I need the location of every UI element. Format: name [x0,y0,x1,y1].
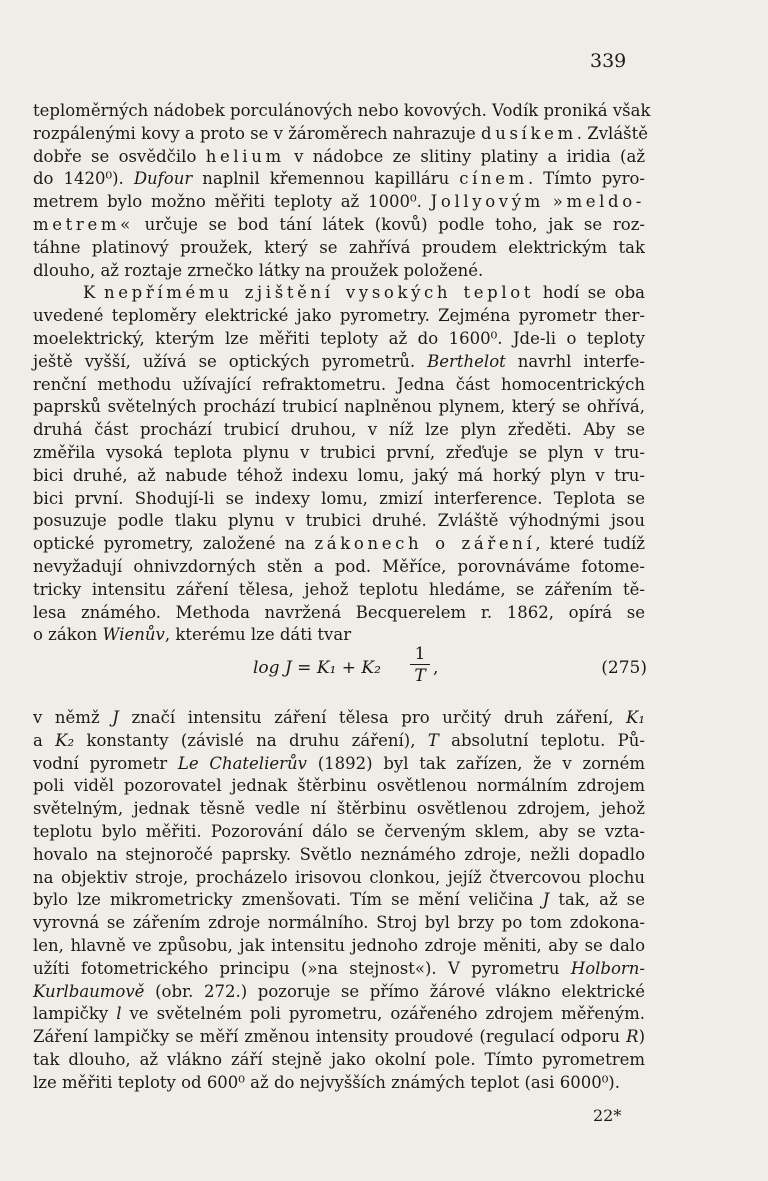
equation-number: (275) [601,658,647,678]
equation-comma: , [433,658,439,678]
text-line: paprsků světelných prochází trubicí naplněnou plynem, který se ohřívá, [33,397,645,417]
equation-fraction [410,644,430,687]
text-line: bici první. Shodují-li se indexy lomu, zmizí interference. Teplota se [33,488,645,508]
emphasis-dusik: dusíkem [481,123,577,143]
text-line: rozpálenými kovy a proto se v žároměrech nahrazuje dusíkem. Zvláště [33,123,649,143]
text-line: změřila vysoká teplota plynu v trubici první, zřeďuje se plyn v tru- [33,442,645,462]
text-line: táhne platinový proužek, který se zahřívá proudem elektrickým tak [33,237,645,257]
equation-lhs: log J = K₁ + K₂ [253,658,381,678]
text-line: moelektrický, kterým lze měřiti teploty až do 1600⁰. Jde-li o teploty [33,328,645,348]
text-line: poli viděl pozorovatel jednak štěrbinu osvětlenou normálním zdrojem [33,776,645,796]
text-line: K nepřímému zjištění vysokých teplot hodí se oba [83,283,645,303]
name-wien: Wienův [102,625,165,645]
text-line: teplotu bylo měřiti. Pozorování dálo se červeným sklem, aby se vzta- [33,821,645,841]
text-line: bici druhé, až nabude téhož indexu lomu, jaký má horký plyn v tru- [33,465,645,485]
name-kurlbaum: Kurlbaumově [33,981,145,1001]
text-line: posuzuje podle tlaku plynu v trubici druhé. Zvláště výhodnými jsou [33,511,645,531]
text-line: hovalo na stejnoročé paprsky. Světlo neznámého zdroje, nežli dopadlo [33,844,645,864]
emphasis-cinem: cínem [459,169,528,189]
page-number: 339 [590,50,627,72]
text-line: dlouho, až roztaje zrnečko látky na proužek položené. [33,260,484,280]
equation-275 [33,644,645,694]
text-line: v němž J značí intensitu záření tělesa pro určitý druh záření, K₁ [33,708,645,727]
emphasis-indirect-measurement: nepřímému zjištění vysokých teplot [103,283,535,303]
text-line: Záření lampičky se měří změnou intensity proudové (regulací odporu R) [33,1027,645,1047]
text-line: lesa známého. Methoda navržená Becquerelem r. 1862, opírá se [33,602,645,622]
text-line: světelným, jednak těsně vedle ní štěrbinu osvětlenou zdrojem, jehož [33,799,645,819]
fraction-denominator: T [414,666,426,686]
emphasis-helium: helium [205,146,285,166]
text-line: na objektiv stroje, procházelo irisovou clonkou, jejíž čtvercovou plochu [33,867,645,887]
emphasis-radiation-laws: zákonech o záření [314,534,536,554]
text-line: nevyžadují ohnivzdorných stěn a pod. Měříce, porovnáváme fotome- [33,556,645,576]
text-line: do 1420⁰). Dufour naplnil křemennou kapilláru cínem. Tímto pyro- [33,169,645,189]
text-line: tak dlouho, až vlákno září stejně jako okolní pole. Tímto pyrometrem [33,1049,645,1069]
text-line: metrem« určuje se bod tání látek (kovů) podle toho, jak se roz- [33,214,645,234]
text-line: užíti fotometrického principu (»na stejnost«). V pyrometru Holborn- [33,958,645,978]
text-line: tricky intensitu záření tělesa, jehož teplotu hledáme, se zářením tě- [33,579,645,599]
text-line: lze měřiti teploty od 600⁰ až do nejvyšších známých teplot (asi 6000⁰). [33,1072,620,1092]
text-line: a K₂ konstanty (závislé na druhu záření), T absolutní teplotu. Pů- [33,730,645,750]
text-line: bylo lze mikrometricky zmenšovati. Tím se mění veličina J tak, až se [33,890,646,910]
sheet-signature: 22* [593,1106,622,1125]
name-dufour: Dufour [133,169,193,189]
fraction-numerator: 1 [410,644,430,665]
text-line: lampičky l ve světelném poli pyrometru, ozářeného zdrojem měřeným. [33,1004,646,1024]
text-line: vodní pyrometr Le Chatelierův (1892) byl tak zařízen, že v zorném [33,753,646,773]
text-line: o zákon Wienův, kterému lze dáti tvar [33,625,352,645]
text-line: uvedené teploměry elektrické jako pyrometry. Zejména pyrometr ther- [33,306,645,326]
text-line: len, hlavně ve způsobu, jak intensitu jednoho zdroje měniti, aby se dalo [33,935,645,955]
text-line: optické pyrometry, založené na zákonech o záření, které tudíž [33,534,645,554]
name-le-chatelier: Le Chatelierův [177,753,307,773]
text-line: renční methodu užívající refraktometru. Jedna část homocentrických [33,374,645,394]
text-line: Kurlbaumově (obr. 272.) pozoruje se přímo žárové vlákno elektrické [33,981,645,1001]
paragraph-thermometers [33,100,651,647]
emphasis-jolly: Jollyovým [430,192,544,212]
text-line: dobře se osvědčilo helium v nádobce ze slitiny platiny a iridia (až [33,146,646,166]
text-line: teploměrných nádobek porculánových nebo kovových. Vodík proniká však [33,101,651,120]
name-holborn: Holborn- [570,958,645,978]
text-line: druhá část prochází trubicí druhou, v níž lze plyn zředěti. Aby se [33,420,645,440]
text-line: metrem bylo možno měřiti teploty až 1000⁰. Jollyovým »meldo- [33,192,646,212]
text-line: vyrovná se zářením zdroje normálního. Stroj byl brzy po tom zdokona- [33,913,645,933]
paragraph-pyrometers [33,707,645,1095]
name-berthelot: Berthelot [427,351,506,371]
text-line: ještě vyšší, užívá se optických pyrometrů. Berthelot navrhl interfe- [33,351,645,371]
